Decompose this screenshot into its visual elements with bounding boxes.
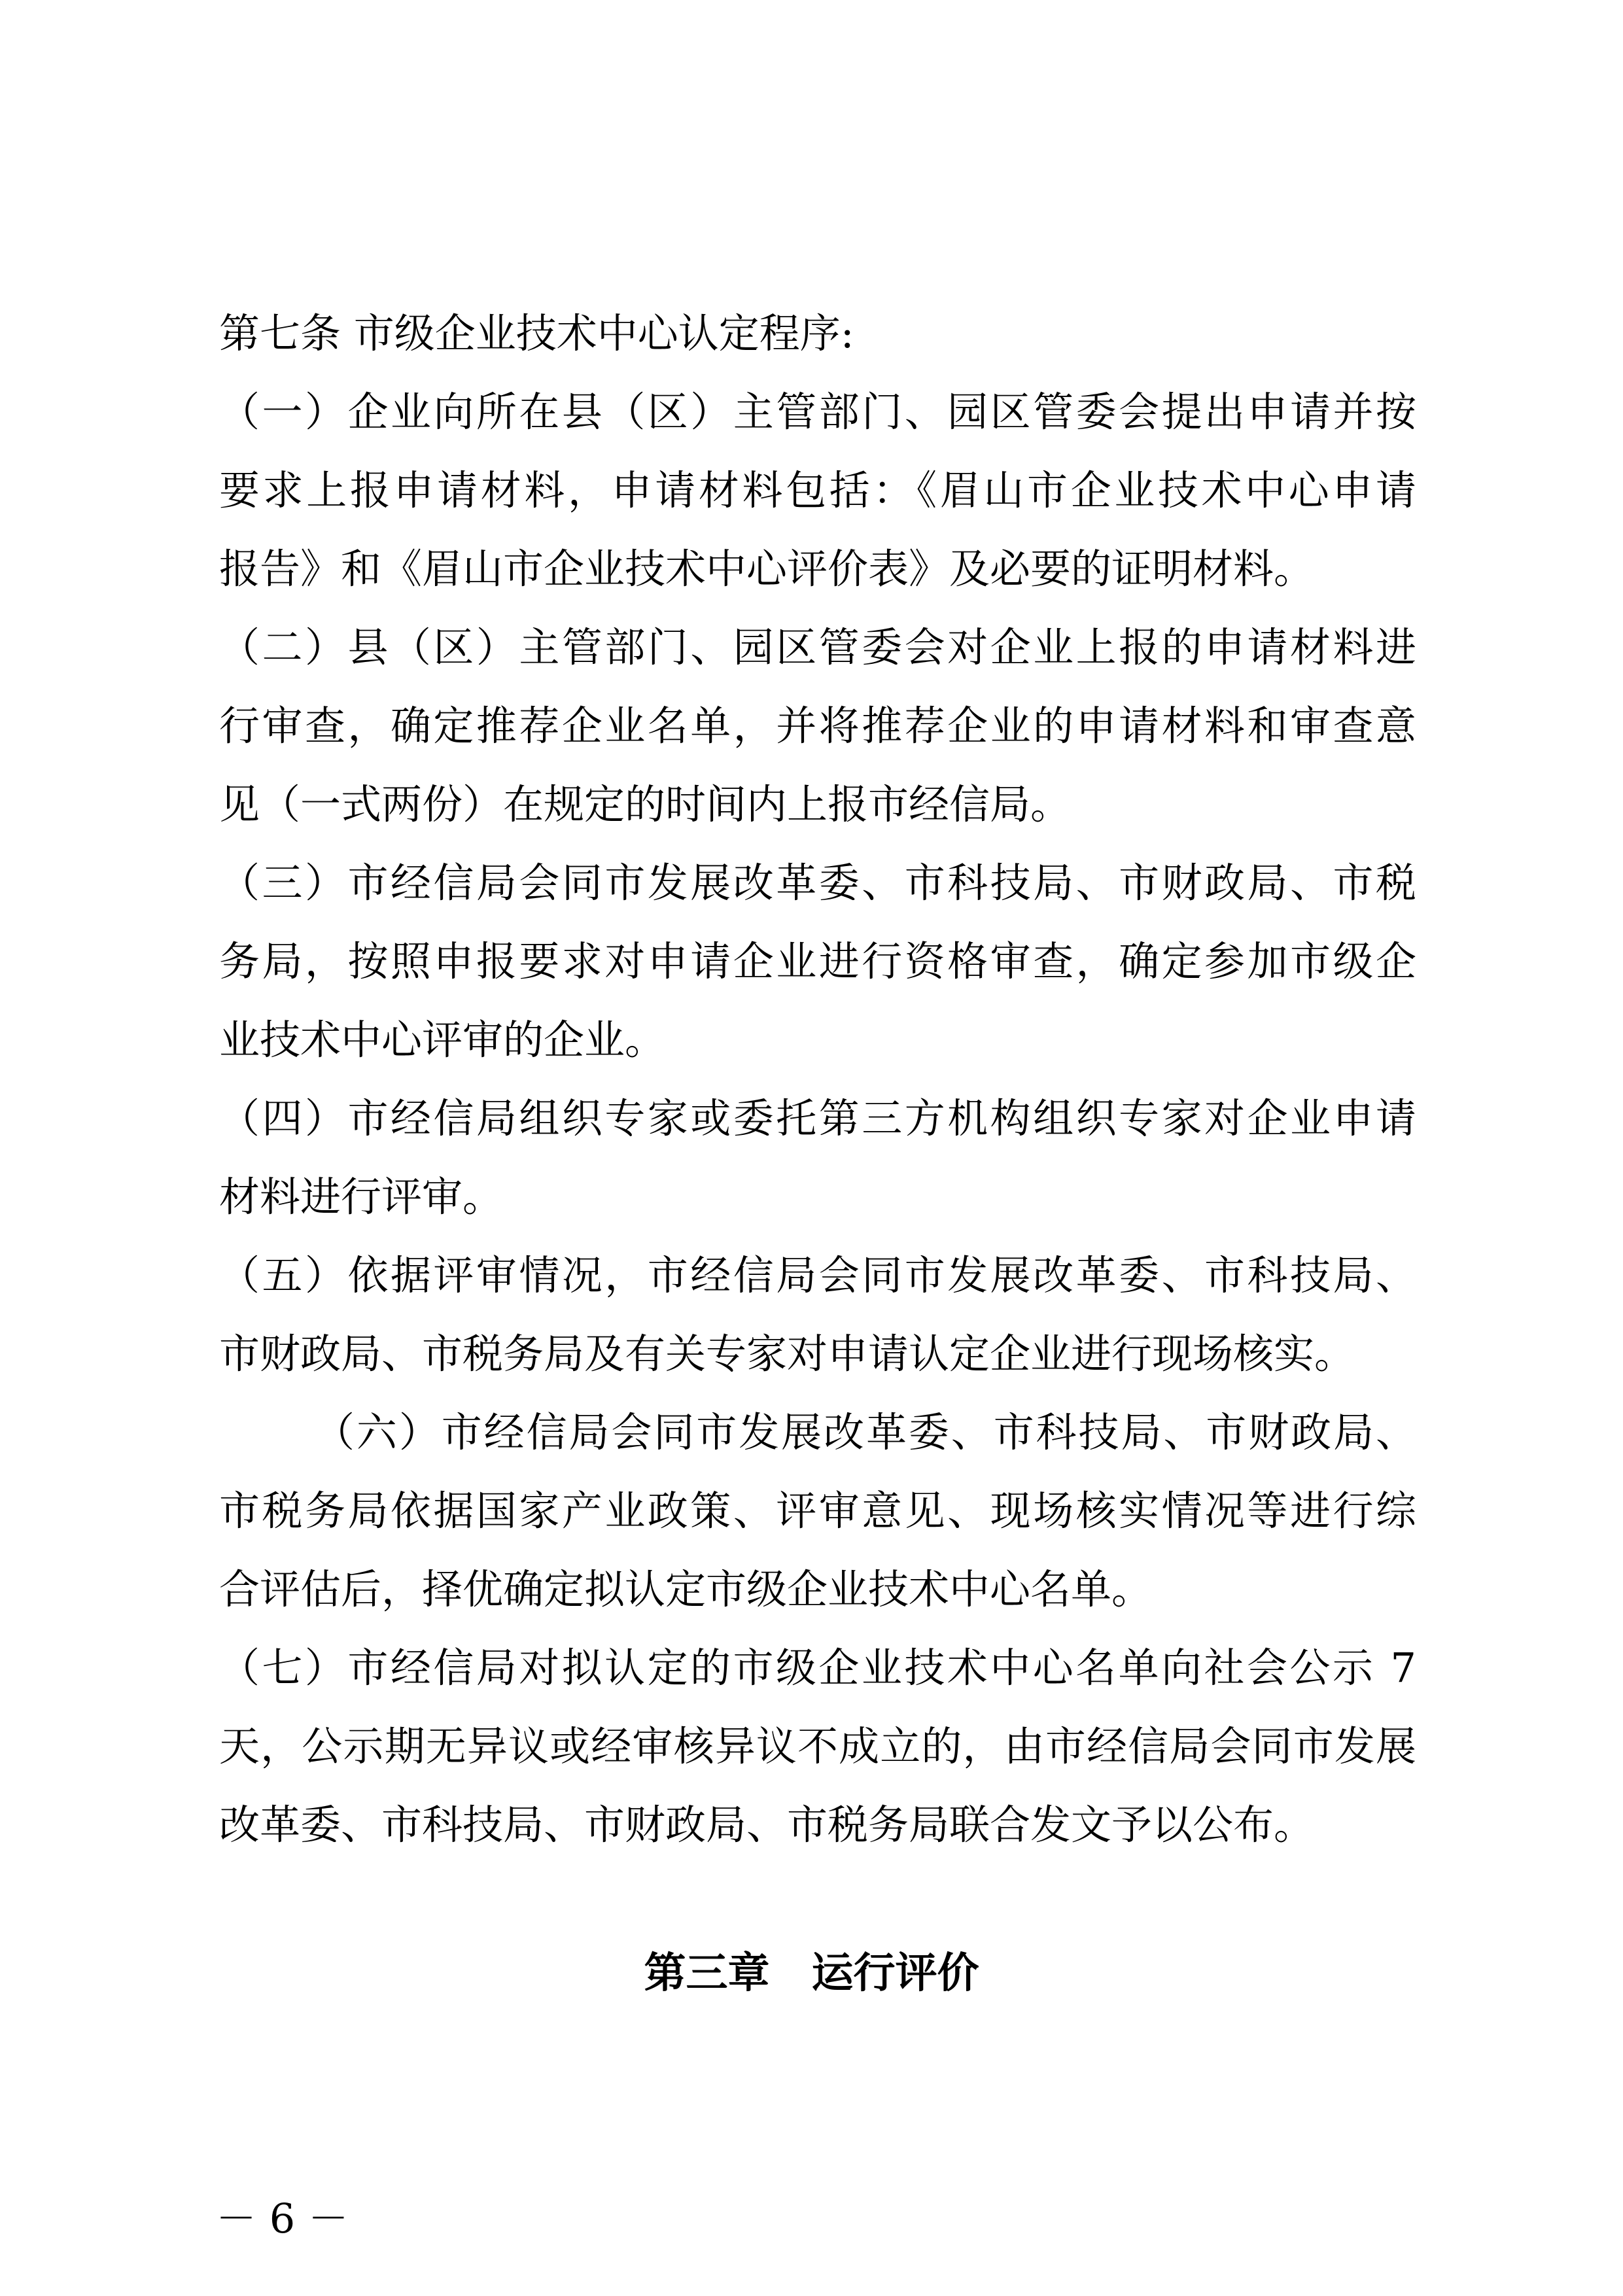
paragraph-line: （一）企业向所在县（区）主管部门、园区管委会提出申请并按 [219,388,1416,436]
article-title: 第七条 市级企业技术中心认定程序: [219,309,854,357]
paragraph-line: 市财政局、市税务局及有关专家对申请认定企业进行现场核实。 [219,1330,1355,1378]
page-number: － 6 － [216,2195,349,2242]
paragraph-line: 改革委、市科技局、市财政局、市税务局联合发文予以公布。 [219,1801,1315,1849]
paragraph-line: 业技术中心评审的企业。 [219,1016,666,1064]
paragraph-line: 务局，按照申报要求对申请企业进行资格审查，确定参加市级企 [219,937,1416,985]
paragraph-line: （三）市经信局会同市发展改革委、市科技局、市财政局、市税 [219,859,1416,907]
paragraph-line: 见（一式两份）在规定的时间内上报市经信局。 [219,780,1072,828]
paragraph-line: （二）县（区）主管部门、园区管委会对企业上报的申请材料进 [219,623,1416,671]
chapter-heading: 第三章 运行评价 [644,1949,979,1998]
paragraph-line: 要求上报申请材料，申请材料包括：《眉山市企业技术中心申请 [219,466,1416,514]
paragraph-line: 报告》和《眉山市企业技术中心评价表》及必要的证明材料。 [219,545,1315,593]
paragraph-line: 材料进行评审。 [219,1173,504,1221]
paragraph-line: （六）市经信局会同市发展改革委、市科技局、市财政局、 [314,1408,1416,1456]
paragraph-line: （五）依据评审情况，市经信局会同市发展改革委、市科技局、 [219,1251,1416,1299]
paragraph-line: 天，公示期无异议或经审核异议不成立的，由市经信局会同市发展 [219,1722,1416,1770]
paragraph-line: 行审查，确定推荐企业名单，并将推荐企业的申请材料和审查意 [219,702,1416,750]
paragraph-line: 合评估后，择优确定拟认定市级企业技术中心名单。 [219,1565,1153,1613]
paragraph-line: （四）市经信局组织专家或委托第三方机构组织专家对企业申请 [219,1094,1416,1142]
paragraph-line: 市税务局依据国家产业政策、评审意见、现场核实情况等进行综 [219,1487,1416,1535]
paragraph-line: （七）市经信局对拟认定的市级企业技术中心名单向社会公示 7 [219,1644,1416,1692]
